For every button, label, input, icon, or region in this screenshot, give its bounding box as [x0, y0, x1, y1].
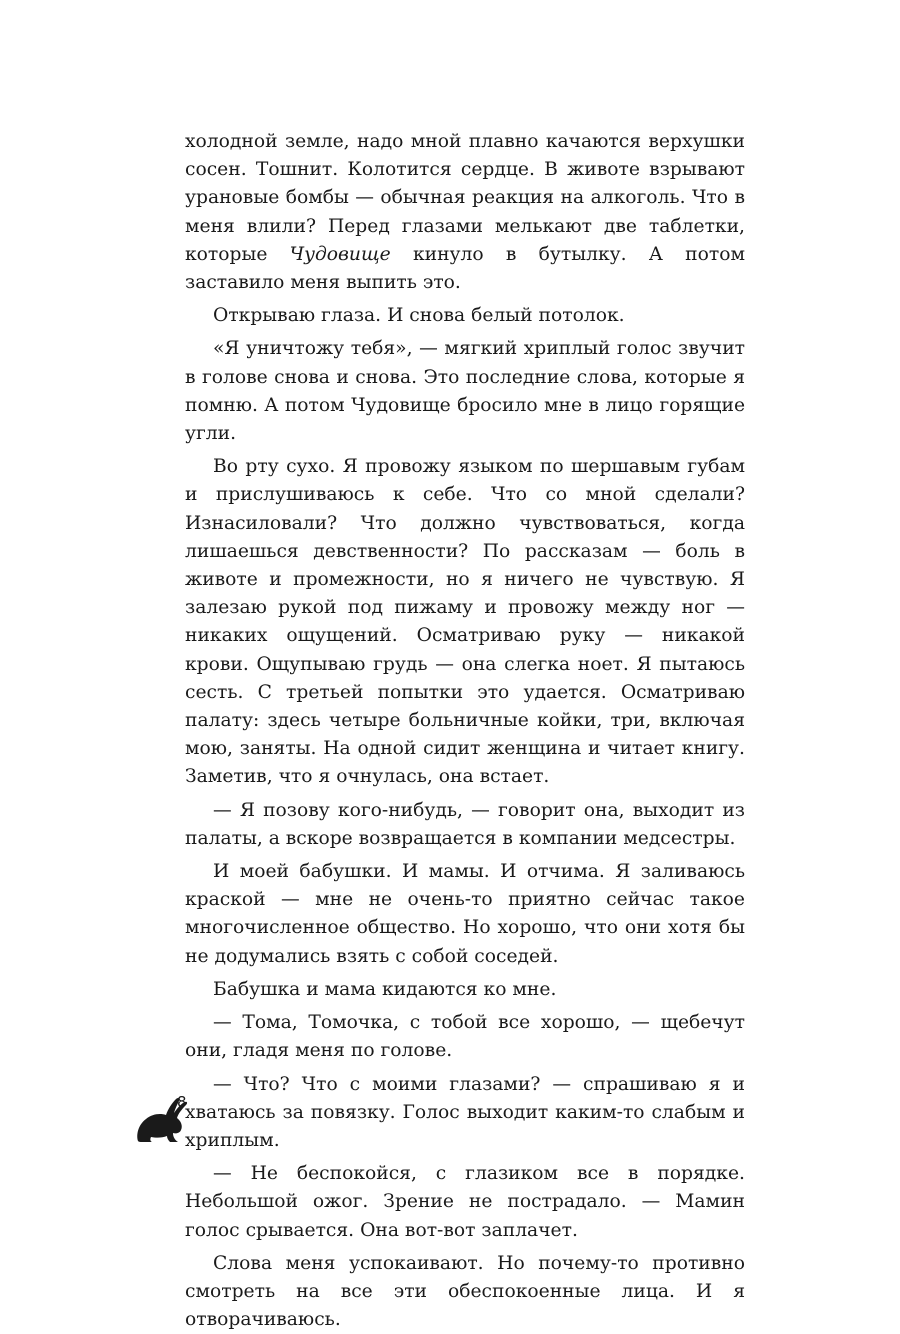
paragraph: — Я позову кого-нибудь, — говорит она, выходит из палаты, а вскоре возвращается в компании медсестры.: [185, 799, 745, 849]
page-number: 8: [177, 1093, 187, 1111]
page-body: [185, 128, 745, 1334]
paragraph: [185, 128, 745, 297]
paragraph-text: холодной земле, надо мной плавно качаются верхушки сосен. Тошнит. Колотится сердце. В животе взрывают урановые бомбы — обычная реакция на алкоголь. Что в меня влили? Перед глазами мелькают две таблетки, которые: [185, 131, 745, 265]
paragraph: — Тома, Томочка, с тобой все хорошо, — щебечут они, гладя меня по голове.: [185, 1012, 745, 1062]
paragraph: — Не беспокойся, с глазиком все в порядке. Небольшой ожог. Зрение не пострадало. — Мамин голос срывается. Она вот-вот заплачет.: [185, 1163, 745, 1241]
paragraph: — Что? Что с моими глазами? — спрашиваю я и хватаюсь за повязку. Голос выходит каким-то слабым и хриплым.: [185, 1073, 745, 1151]
paragraph-text-tail: кинуло в бутылку. А потом заставило меня выпить это.: [185, 243, 746, 294]
paragraph: И моей бабушки. И мамы. И отчима. Я заливаюсь краской — мне не очень-то приятно сейчас такое многочисленное общество. Но хорошо, что они хотя бы не додумались взять с собой соседей.: [185, 861, 745, 967]
paragraph: Во рту сухо. Я провожу языком по шершавым губам и прислушиваюсь к себе. Что со мной сделали? Изнасиловали? Что должно чувствоваться, когда лишаешься девственности? По рассказам — боль в животе и промежности, но я ничего не чувствую. Я залезаю рукой под пижаму и провожу между ног — никаких ощущений. Осматриваю руку — никакой крови. Ощупываю грудь — она слегка ноет. Я пытаюсь сесть. С третьей попытки это удается. Осматриваю палату: здесь четыре больничные койки, три, включая мою, заняты. На одной сидит женщина и читает книгу. Заметив, что я очнулась, она встает.: [185, 456, 745, 788]
paragraph: Слова меня успокаивают. Но почему-то противно смотреть на все эти обеспокоенные лица. И я отворачиваюсь.: [185, 1252, 745, 1331]
italic-word: Чудовище: [289, 243, 391, 265]
paragraph: Бабушка и мама кидаются ко мне.: [213, 978, 557, 1000]
paragraph: Открываю глаза. И снова белый потолок.: [213, 305, 625, 327]
paragraph: «Я уничтожу тебя», — мягкий хриплый голос звучит в голове снова и снова. Это последние слова, которые я помню. А потом Чудовище бросило мне в лицо горящие угли.: [185, 338, 745, 445]
